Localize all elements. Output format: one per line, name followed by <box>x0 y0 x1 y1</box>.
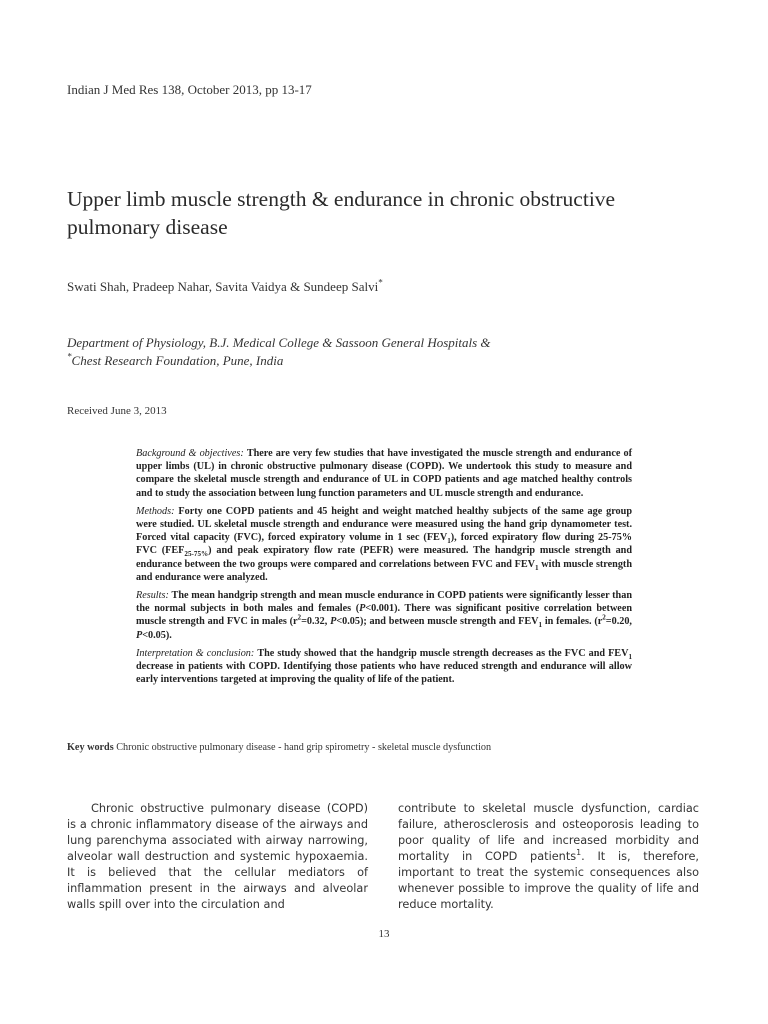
authors-text: Swati Shah, Pradeep Nahar, Savita Vaidya & Sundeep Salvi <box>67 279 379 294</box>
background-label: Background & objectives <box>136 448 241 459</box>
abstract-methods: Methods: Forty one COPD patients and 45 height and weight matched healthy subjects of the same age group were studied. UL skeletal muscle strength and endurance were measured using the hand grip dynamometer test. Forced vital capacity (FVC), forced expiratory volume in 1 $\sec (FEV_1)$, forced expiratory flow during 25-75% FVC $(FEF_{25-75\%})$ and peak expiratory flow rate (PEFR) were measured. The handgrip muscle strength and endurance between the two groups were compared and correlations between FVC and $FEV_1$ with muscle strength and endurance were analyzed. <box>136 505 633 583</box>
author-list <box>67 279 383 295</box>
methods-text-c: ) and peak expiratory flow rate (PEFR) were measured. The handgrip muscle strength and endurance between the two groups were compared and correlations between FVC and FEV <box>136 545 632 570</box>
methods-sub-2: 25-75% <box>184 550 209 559</box>
article-title: Upper limb muscle strength & endurance in chronic obstructive pulmonary disease <box>67 187 616 239</box>
received-date: Received June 3, 2013 <box>67 405 167 417</box>
results-text-g: <0.05). <box>142 629 172 641</box>
results-p-2: P <box>330 616 337 628</box>
results-text-c: =0.32, <box>301 616 331 628</box>
interp-text-b: decrease in patients with COPD. Identifying those patients who have reduced strength and endurance will allow early interventions targeted at improving the quality of life of the patient. <box>136 661 632 686</box>
reference-marker: 1 <box>576 848 582 858</box>
results-text-b: <0.001). There was significant positive correlation between muscle strength and FVC in males (r <box>136 603 633 628</box>
methods-text-b: ), forced expiratory flow during 25-75% FVC (FEF <box>136 532 633 557</box>
keywords-label: Key words <box>67 742 114 753</box>
interp-text-a: The study showed that the handgrip muscle strength decreases as the FVC and FEV <box>257 647 629 659</box>
results-label: Results <box>136 590 166 602</box>
methods-label: Methods <box>136 505 172 517</box>
abstract-interpretation: Interpretation & conclusion: The study showed that the handgrip muscle strength decreases as the FVC and $FEV_1$ decrease in patients with COPD. Identifying those patients who have reduced strength and endurance will allow early interventions targeted at improving the quality of life of the patient. <box>136 647 633 686</box>
results-text-e: in females. (r <box>542 616 603 628</box>
results-text-d: <0.05); and between muscle strength and FEV <box>336 616 539 628</box>
results-text-a: The mean handgrip strength and mean muscle endurance in COPD patients were significantly lesser than the normal subjects in both males and females ( <box>136 590 632 615</box>
results-text-f: =0.20, <box>605 616 632 628</box>
abstract <box>136 447 632 691</box>
affiliation <box>67 334 491 370</box>
body-column-left: Chronic obstructive pulmonary disease (COPD) is a chronic inflammatory disease of the airways and lung parenchyma associated with airway narrowing, alveolar wall destruction and systemic hypoxaemia. It is believed that the cellular mediators of inflammation present in the airways and alveolar walls spill over into the circulation and <box>67 802 368 911</box>
affiliation-line-2-text: Chest Research Foundation, Pune, India <box>71 353 284 368</box>
journal-citation: Indian J Med Res 138, October 2013, pp 13-17 <box>67 82 312 97</box>
methods-text-a: Forty one COPD patients and 45 height and weight matched healthy subjects of the same age group were studied. UL skeletal muscle strength and endurance were measured using the hand grip dynamometer test. Forced vital capacity (FVC), forced expiratory volume in 1 sec (FEV <box>136 505 632 544</box>
keywords-text: Chronic obstructive pulmonary disease - hand grip spirometry - skeletal muscle dysfunction <box>116 742 492 753</box>
interp-sub-1: 1 <box>628 652 633 661</box>
results-p-1: P <box>359 603 366 615</box>
results-sup-1: 2 <box>297 614 302 623</box>
results-p-3: P <box>136 629 143 641</box>
author-asterisk: * <box>378 277 383 288</box>
methods-text-d: with muscle strength and endurance were analyzed. <box>136 558 632 583</box>
col2-text-a: contribute to skeletal muscle dysfunction, cardiac failure, atherosclerosis and osteoporosis leading to poor quality of life and increased morbidity and mortality in COPD patients <box>398 802 699 863</box>
affiliation-asterisk: * <box>67 351 72 362</box>
background-text: There are very few studies that have investigated the muscle strength and endurance of upper limbs (UL) in chronic obstructive pulmonary disease (COPD). We undertook this study to measure and compare the skeletal muscle strength and endurance of UL in COPD patients and age matched healthy controls and to study the association between lung function parameters and UL muscle strength and endurance. <box>136 448 632 499</box>
results-sup-2: 2 <box>602 614 606 623</box>
body-column-right <box>398 801 699 913</box>
methods-sub-1: 1 <box>447 537 451 546</box>
affiliation-line-1: Department of Physiology, B.J. Medical College & Sassoon General Hospitals & <box>67 335 491 350</box>
interpretation-label: Interpretation & conclusion <box>136 647 251 659</box>
page-number: 13 <box>378 928 390 940</box>
abstract-background: Background & objectives: There are very few studies that have investigated the muscle strength and endurance of upper limbs (UL) in chronic obstructive pulmonary disease (COPD). We undertook this study to measure and compare the skeletal muscle strength and endurance of UL in COPD patients and age matched healthy controls and to study the association between lung function parameters and UL muscle strength and endurance. <box>136 448 632 499</box>
methods-sub-3: 1 <box>535 563 539 572</box>
keywords <box>67 742 491 753</box>
results-sub-1: 1 <box>538 621 543 630</box>
affiliation-line-2 <box>67 352 491 370</box>
col2-text-b: . It is, therefore, important to treat the systemic consequences also whenever possible to improve the quality of life and reduce mortality. <box>398 850 699 911</box>
abstract-results: Results: The mean handgrip strength and mean muscle endurance in COPD patients were significantly lesser than the normal subjects in both males and females (P<0.001). There was significant positive correlation between muscle strength and FVC in males ($r^2=0.32$, P<0.05); and between muscle strength and $FEV_1$ in females. ($r^2=0.20$, P<0.05). <box>136 590 633 641</box>
